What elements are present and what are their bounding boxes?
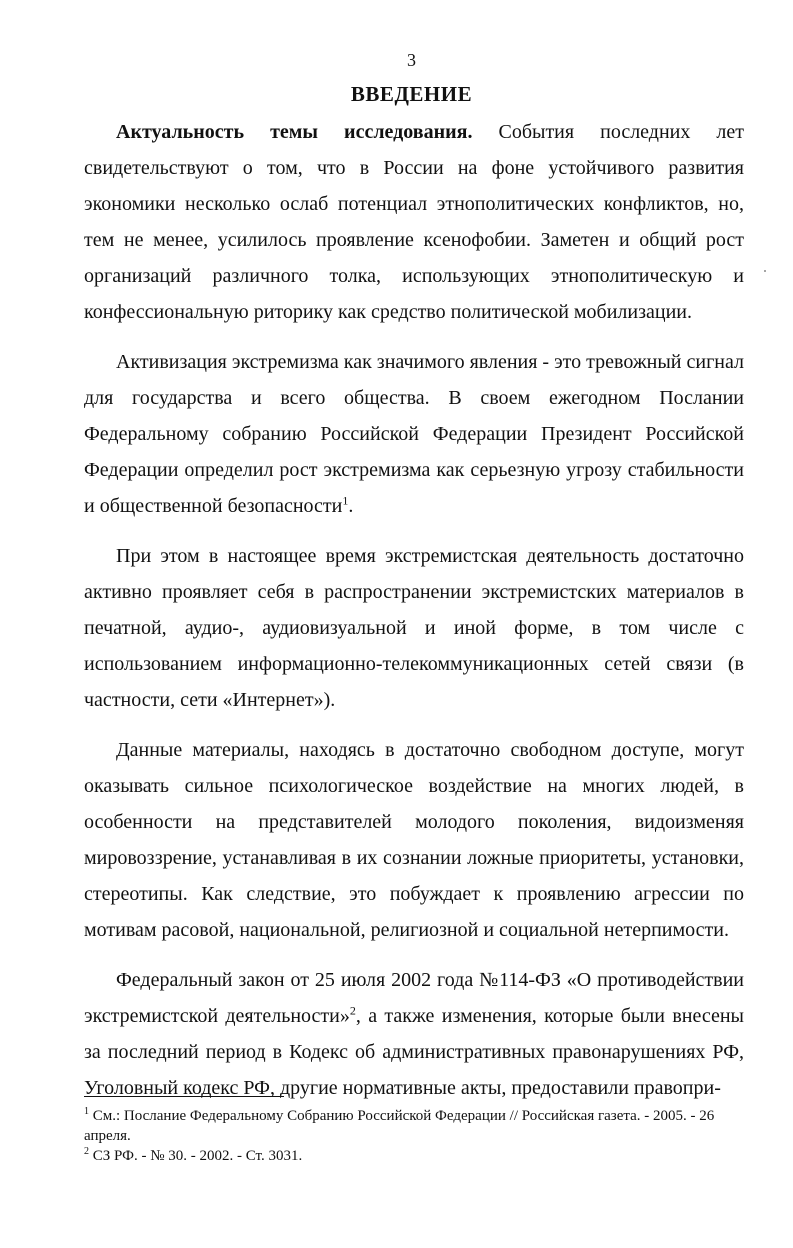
paragraph-3: [84, 538, 744, 718]
paragraph-4: [84, 732, 744, 948]
footnote-1: [84, 1106, 744, 1146]
footnote-mark: 1: [84, 1106, 89, 1117]
paragraph-1: [84, 114, 744, 330]
footnote-separator: [84, 1096, 284, 1097]
footnotes: [84, 1106, 744, 1166]
page-number: 3: [407, 50, 416, 70]
paragraph-text: При этом в настоящее время экстремистская деятельность достаточно активно проявляет себя в распространении экстремистских материалов в печатной, аудио-, аудиовизуальной и иной форме, в том числе с использованием информационно-телекоммуникационных сетей связи (в частности, сети «Интернет»).: [84, 545, 744, 711]
paragraph-text: Активизация экстремизма как значимого явления - это тревожный сигнал для государства и всего общества. В своем ежегодном Послании Федеральному собранию Российской Федерации Президент Российской Федерации определил рост экстремизма как серьезную угрозу стабильности и общественной безопасности: [84, 351, 745, 517]
paragraph-text: События последних лет свидетельствуют о том, что в России на фоне устойчивого развития экономики несколько ослаб потенциал этнополитических конфликтов, но, тем не менее, усилилось проявление ксенофобии. Заметен и общий рост организаций различного толка, использующих этнополитическую и конфессиональную риторику как средство политической мобилизации.: [84, 121, 745, 323]
paragraph-text: Данные материалы, находясь в достаточно свободном доступе, могут оказывать сильное психологическое воздействие на многих людей, в особенности на представителей молодого поколения, видоизменяя мировоззрение, устанавливая в их сознании ложные приоритеты, установки, стереотипы. Как следствие, это побуждает к проявлению агрессии по мотивам расовой, национальной, религиозной и социальной нетерпимости.: [84, 739, 744, 941]
footnote-text: СЗ РФ. - № 30. - 2002. - Ст. 3031.: [89, 1148, 303, 1164]
margin-speck: [764, 270, 766, 272]
paragraph-text: Федеральный закон от 25 июля 2002 года №114-ФЗ «О противодействии экстремистской деятельности»: [84, 969, 744, 1027]
body-text: [84, 114, 744, 1120]
footnote-ref: 1: [342, 493, 349, 508]
footnote-2: [84, 1146, 744, 1166]
paragraph-5: [84, 962, 744, 1106]
footnote-mark: 2: [84, 1146, 89, 1157]
paragraph-lead: Актуальность темы исследования.: [116, 121, 473, 143]
footnote-text: См.: Послание Федеральному Собранию Российской Федерации // Российская газета. - 2005. - 26 апреля.: [84, 1108, 715, 1144]
paragraph-2: [84, 344, 744, 524]
footnote-ref: 2: [349, 1003, 356, 1018]
paragraph-text-after: , а также изменения, которые были внесены за последний период в Кодекс об административных правонарушениях РФ, Уголовный кодекс РФ, другие нормативные акты, предоставили правопри-: [84, 1005, 744, 1099]
section-heading: ВВЕДЕНИЕ: [350, 82, 473, 106]
paragraph-text-after: .: [348, 495, 354, 517]
